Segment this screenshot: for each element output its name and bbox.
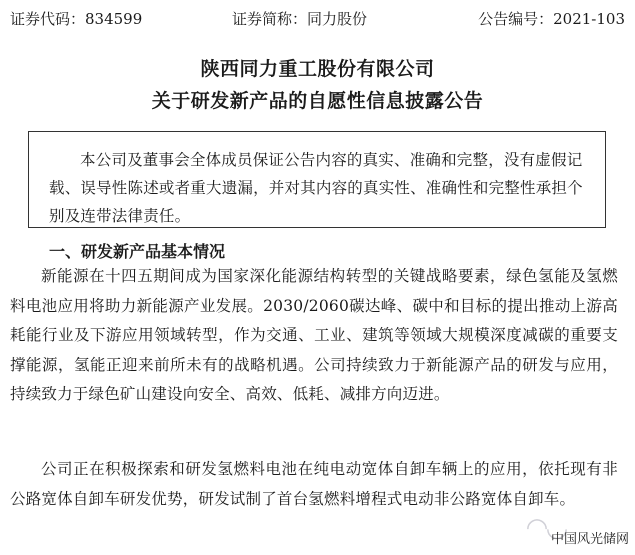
announcement-title: 关于研发新产品的自愿性信息披露公告 xyxy=(151,90,484,112)
paragraph-1: 新能源在十四五期间成为国家深化能源结构转型的关键战略要素，绿色氢能及氢燃料电池应用将助力新能源产业发展。2030/2060碳达峰、碳中和目标的提出推动上游高耗能行业及下游应用领域转型，作为交通、工业、建筑等领域大规模深度减碳的重要支撑能源，氢能正迎来前所未有的战略机遇。公司持续致力于新能源产品的研发与应用，持续致力于绿色矿山建设向安全、高效、低耗、减排方向迈进。 xyxy=(10,267,618,403)
company-title: 陕西同力重工股份有限公司 xyxy=(200,58,435,80)
watermark-logo-icon: ◠◡ xyxy=(527,513,567,543)
security-code: 证券代码：834599 xyxy=(10,10,143,28)
security-abbreviation: 证券简称：同力股份 xyxy=(232,10,368,28)
watermark-text: 中国风光储网 xyxy=(550,532,629,547)
board-statement-box: 本公司及董事会全体成员保证公告内容的真实、准确和完整，没有虚假记载、误导性陈述或者重大遗漏，并对其内容的真实性、准确性和完整性承担个别及连带法律责任。 xyxy=(28,131,606,228)
announcement-number: 公告编号：2021-103 xyxy=(478,10,625,28)
document-header xyxy=(10,8,625,30)
paragraph-2: 公司正在积极探索和研发氢燃料电池在纯电动宽体自卸车辆上的应用，依托现有非公路宽体自卸车研发优势，研发试制了首台氢燃料增程式电动非公路宽体自卸车。 xyxy=(10,460,618,508)
section-heading: 一、研发新产品基本情况 xyxy=(49,242,226,261)
